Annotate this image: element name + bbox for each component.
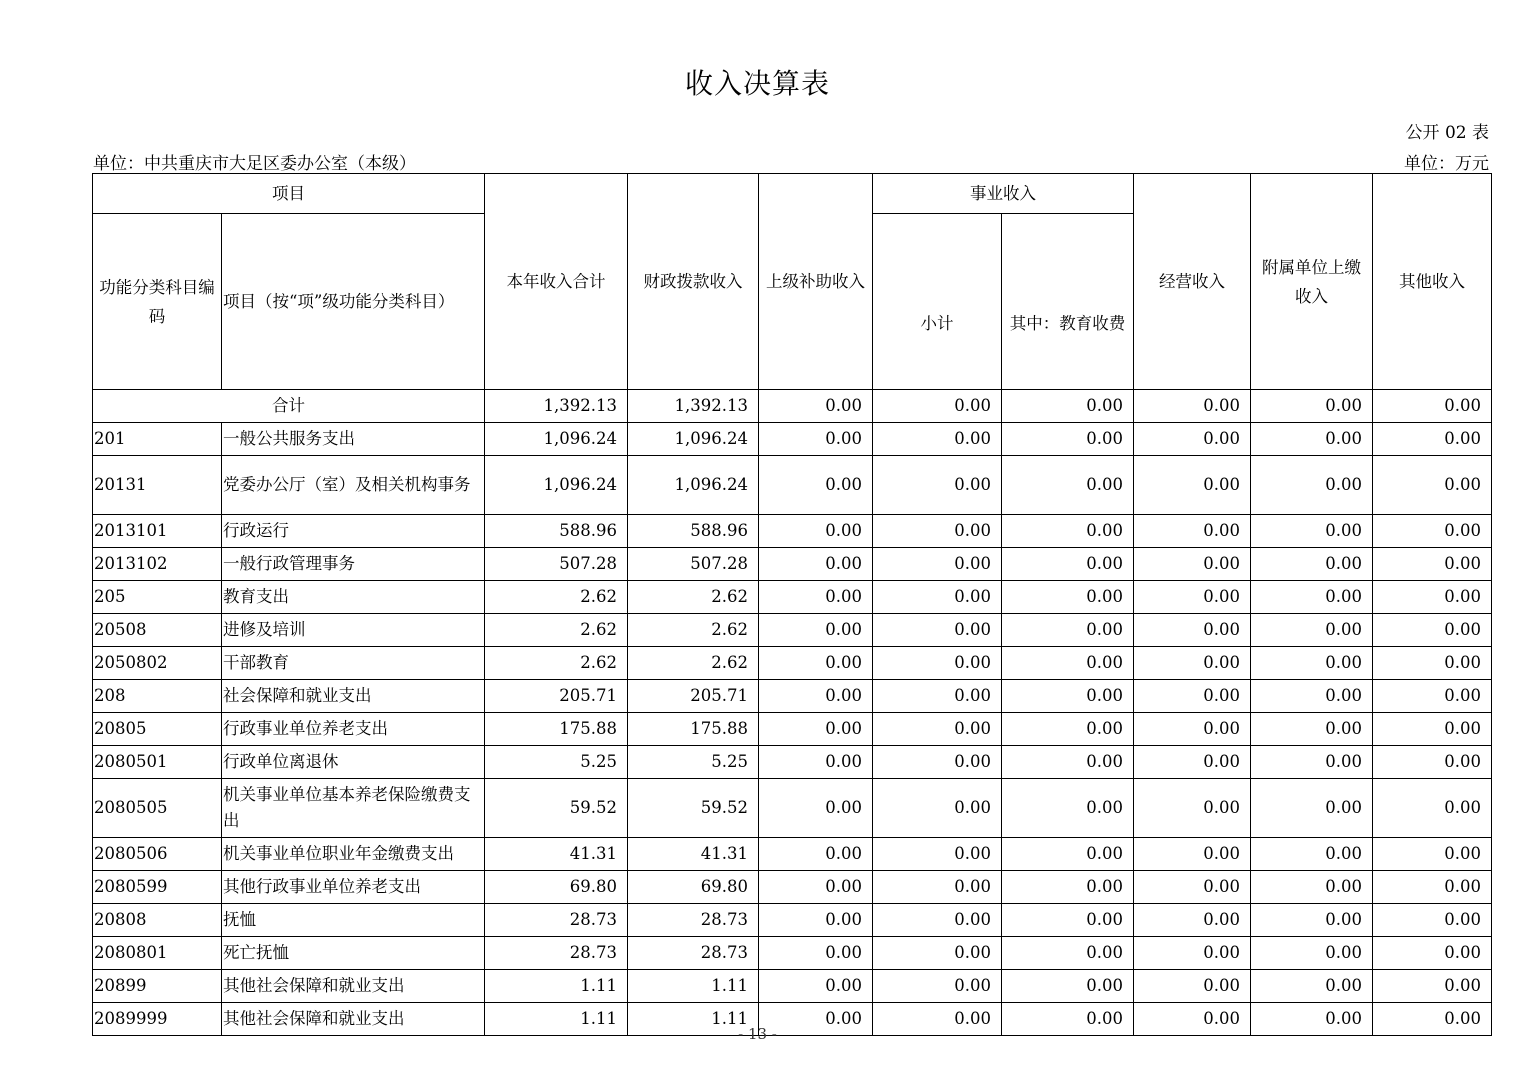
row-value: 0.00 [1002,581,1134,614]
organization-unit: 单位：中共重庆市大足区委办公室（本级） [93,154,416,174]
row-value: 205.71 [628,680,759,713]
row-name: 机关事业单位基本养老保险缴费支出 [222,779,485,838]
row-value: 0.00 [1002,614,1134,647]
total-value: 0.00 [1002,390,1134,423]
row-value: 0.00 [873,746,1002,779]
row-value: 0.00 [1002,779,1134,838]
row-code: 2050802 [93,647,222,680]
row-value: 0.00 [759,647,873,680]
header-other: 其他收入 [1373,174,1492,390]
table-row [93,713,1492,746]
table-row [93,937,1492,970]
row-value: 0.00 [1002,680,1134,713]
row-value: 0.00 [759,904,873,937]
row-code: 2089999 [93,1003,222,1036]
row-value: 588.96 [628,515,759,548]
row-value: 0.00 [1373,904,1492,937]
row-value: 2.62 [485,581,628,614]
row-name: 行政事业单位养老支出 [222,713,485,746]
row-value: 28.73 [485,904,628,937]
row-value: 0.00 [759,423,873,456]
form-number: 公开 02 表 [1405,123,1489,143]
row-value: 69.80 [628,871,759,904]
row-name: 死亡抚恤 [222,937,485,970]
row-value: 0.00 [873,680,1002,713]
row-value: 0.00 [1134,779,1251,838]
row-value: 28.73 [628,904,759,937]
row-value: 0.00 [1251,423,1373,456]
header-business: 事业收入 [873,174,1134,214]
row-value: 0.00 [1002,937,1134,970]
row-value: 0.00 [1251,937,1373,970]
row-value: 0.00 [1134,1003,1251,1036]
row-value: 0.00 [1002,838,1134,871]
row-value: 0.00 [759,838,873,871]
page-title: 收入决算表 [684,67,830,100]
table-row [93,871,1492,904]
table-row [93,515,1492,548]
currency-unit: 单位：万元 [1404,154,1489,174]
row-value: 0.00 [759,746,873,779]
row-value: 0.00 [1251,647,1373,680]
row-value: 0.00 [1002,871,1134,904]
header-operating: 经营收入 [1134,174,1251,390]
row-value: 0.00 [1002,904,1134,937]
row-value: 0.00 [1002,1003,1134,1036]
row-value: 0.00 [873,779,1002,838]
row-value: 0.00 [759,871,873,904]
total-value: 0.00 [1251,390,1373,423]
row-name: 一般公共服务支出 [222,423,485,456]
row-value: 0.00 [873,937,1002,970]
row-value: 0.00 [1251,680,1373,713]
row-value: 0.00 [1251,456,1373,515]
row-value: 1.11 [628,1003,759,1036]
row-value: 0.00 [759,937,873,970]
row-code: 20805 [93,713,222,746]
total-row [93,390,1492,423]
row-code: 205 [93,581,222,614]
row-value: 0.00 [873,1003,1002,1036]
row-value: 0.00 [759,713,873,746]
row-value: 0.00 [1251,779,1373,838]
row-value: 0.00 [1002,548,1134,581]
row-value: 0.00 [1002,456,1134,515]
table-row [93,423,1492,456]
row-value: 175.88 [485,713,628,746]
row-value: 0.00 [1134,838,1251,871]
row-value: 0.00 [1134,713,1251,746]
row-value: 0.00 [1373,746,1492,779]
row-value: 0.00 [873,838,1002,871]
row-value: 0.00 [873,456,1002,515]
total-label: 合计 [93,390,485,423]
total-value: 1,392.13 [628,390,759,423]
row-value: 0.00 [1134,515,1251,548]
row-value: 0.00 [759,548,873,581]
row-value: 0.00 [1251,614,1373,647]
row-code: 201 [93,423,222,456]
row-value: 0.00 [1134,970,1251,1003]
row-value: 0.00 [1134,548,1251,581]
row-name: 干部教育 [222,647,485,680]
total-value: 0.00 [759,390,873,423]
row-value: 5.25 [628,746,759,779]
row-value: 1,096.24 [628,423,759,456]
row-value: 0.00 [873,970,1002,1003]
row-value: 0.00 [1134,456,1251,515]
row-value: 0.00 [1251,838,1373,871]
table-row [93,904,1492,937]
header-subsidy: 上级补助收入 [759,174,873,390]
page-number: - 13 - [738,1025,777,1043]
row-value: 0.00 [1002,746,1134,779]
row-value: 507.28 [628,548,759,581]
row-value: 0.00 [1134,423,1251,456]
row-value: 0.00 [759,680,873,713]
header-affiliated: 附属单位上缴收入 [1251,174,1373,390]
row-value: 0.00 [759,779,873,838]
row-value: 0.00 [759,581,873,614]
row-value: 0.00 [1373,713,1492,746]
total-value: 1,392.13 [485,390,628,423]
row-value: 0.00 [1002,515,1134,548]
row-value: 0.00 [873,515,1002,548]
row-value: 0.00 [1002,713,1134,746]
row-name: 社会保障和就业支出 [222,680,485,713]
row-value: 0.00 [1134,871,1251,904]
row-code: 2080599 [93,871,222,904]
row-value: 0.00 [759,515,873,548]
header-fiscal: 财政拨款收入 [628,174,759,390]
row-name: 抚恤 [222,904,485,937]
row-value: 1.11 [485,970,628,1003]
row-value: 0.00 [759,1003,873,1036]
table-row [93,581,1492,614]
row-value: 507.28 [485,548,628,581]
row-value: 0.00 [1134,614,1251,647]
total-value: 0.00 [1134,390,1251,423]
table-row [93,647,1492,680]
total-value: 0.00 [873,390,1002,423]
row-value: 0.00 [1373,838,1492,871]
row-value: 0.00 [873,614,1002,647]
row-value: 69.80 [485,871,628,904]
table-row [93,838,1492,871]
income-statement-table [92,173,1492,1036]
table-row [93,680,1492,713]
row-value: 0.00 [1134,937,1251,970]
row-value: 0.00 [759,970,873,1003]
table-row [93,970,1492,1003]
row-value: 41.31 [485,838,628,871]
row-value: 0.00 [1373,614,1492,647]
row-value: 0.00 [759,614,873,647]
table-row [93,779,1492,838]
row-value: 59.52 [628,779,759,838]
row-value: 0.00 [1134,647,1251,680]
row-value: 1,096.24 [485,456,628,515]
header-item: 项目（按“项”级功能分类科目） [222,214,485,390]
row-code: 20508 [93,614,222,647]
row-value: 0.00 [873,548,1002,581]
row-value: 205.71 [485,680,628,713]
row-value: 0.00 [1251,515,1373,548]
row-name: 党委办公厅（室）及相关机构事务 [222,456,485,515]
row-value: 5.25 [485,746,628,779]
header-subtotal: 小计 [873,214,1002,390]
row-value: 0.00 [1373,1003,1492,1036]
header-code: 功能分类科目编码 [93,214,222,390]
table-row [93,548,1492,581]
row-value: 28.73 [485,937,628,970]
row-value: 0.00 [1002,970,1134,1003]
row-value: 0.00 [1373,515,1492,548]
row-value: 2.62 [628,647,759,680]
row-code: 2013102 [93,548,222,581]
row-value: 0.00 [1134,680,1251,713]
table-row [93,614,1492,647]
row-value: 0.00 [1134,746,1251,779]
row-value: 0.00 [1251,1003,1373,1036]
row-value: 0.00 [873,423,1002,456]
row-value: 175.88 [628,713,759,746]
row-value: 59.52 [485,779,628,838]
header-total: 本年收入合计 [485,174,628,390]
row-value: 0.00 [759,456,873,515]
row-code: 2080801 [93,937,222,970]
row-code: 20808 [93,904,222,937]
row-value: 0.00 [1251,581,1373,614]
row-value: 0.00 [873,871,1002,904]
row-name: 行政单位离退休 [222,746,485,779]
row-value: 2.62 [628,614,759,647]
row-code: 20131 [93,456,222,515]
row-value: 41.31 [628,838,759,871]
header-project: 项目 [93,174,485,214]
row-code: 20899 [93,970,222,1003]
row-value: 1,096.24 [485,423,628,456]
row-value: 1.11 [628,970,759,1003]
row-value: 1,096.24 [628,456,759,515]
row-name: 其他社会保障和就业支出 [222,970,485,1003]
row-value: 0.00 [1002,647,1134,680]
row-value: 0.00 [1373,581,1492,614]
total-value: 0.00 [1373,390,1492,423]
row-value: 2.62 [628,581,759,614]
row-value: 588.96 [485,515,628,548]
row-name: 教育支出 [222,581,485,614]
row-value: 0.00 [1251,548,1373,581]
row-value: 2.62 [485,614,628,647]
row-value: 0.00 [1373,937,1492,970]
row-value: 0.00 [873,581,1002,614]
row-code: 2080505 [93,779,222,838]
table-row [93,746,1492,779]
row-value: 0.00 [1373,779,1492,838]
row-value: 0.00 [1134,581,1251,614]
row-name: 一般行政管理事务 [222,548,485,581]
row-code: 2013101 [93,515,222,548]
row-name: 其他行政事业单位养老支出 [222,871,485,904]
row-value: 0.00 [1373,456,1492,515]
data-rows [93,423,1492,1036]
row-name: 机关事业单位职业年金缴费支出 [222,838,485,871]
row-code: 2080506 [93,838,222,871]
row-value: 0.00 [1134,904,1251,937]
row-name: 行政运行 [222,515,485,548]
row-value: 0.00 [1373,871,1492,904]
row-value: 0.00 [1373,680,1492,713]
row-value: 0.00 [1251,713,1373,746]
row-value: 0.00 [873,904,1002,937]
row-value: 0.00 [1373,548,1492,581]
row-code: 208 [93,680,222,713]
table-row [93,456,1492,515]
row-name: 其他社会保障和就业支出 [222,1003,485,1036]
header-edu-fee: 其中：教育收费 [1002,214,1134,390]
row-value: 0.00 [1251,970,1373,1003]
row-value: 0.00 [873,713,1002,746]
row-value: 0.00 [1251,871,1373,904]
row-value: 2.62 [485,647,628,680]
row-value: 0.00 [1251,904,1373,937]
row-value: 0.00 [1373,423,1492,456]
row-value: 0.00 [1373,647,1492,680]
row-value: 0.00 [1002,423,1134,456]
row-code: 2080501 [93,746,222,779]
row-value: 0.00 [873,647,1002,680]
row-value: 28.73 [628,937,759,970]
row-value: 0.00 [1251,746,1373,779]
row-value: 1.11 [485,1003,628,1036]
row-name: 进修及培训 [222,614,485,647]
row-value: 0.00 [1373,970,1492,1003]
